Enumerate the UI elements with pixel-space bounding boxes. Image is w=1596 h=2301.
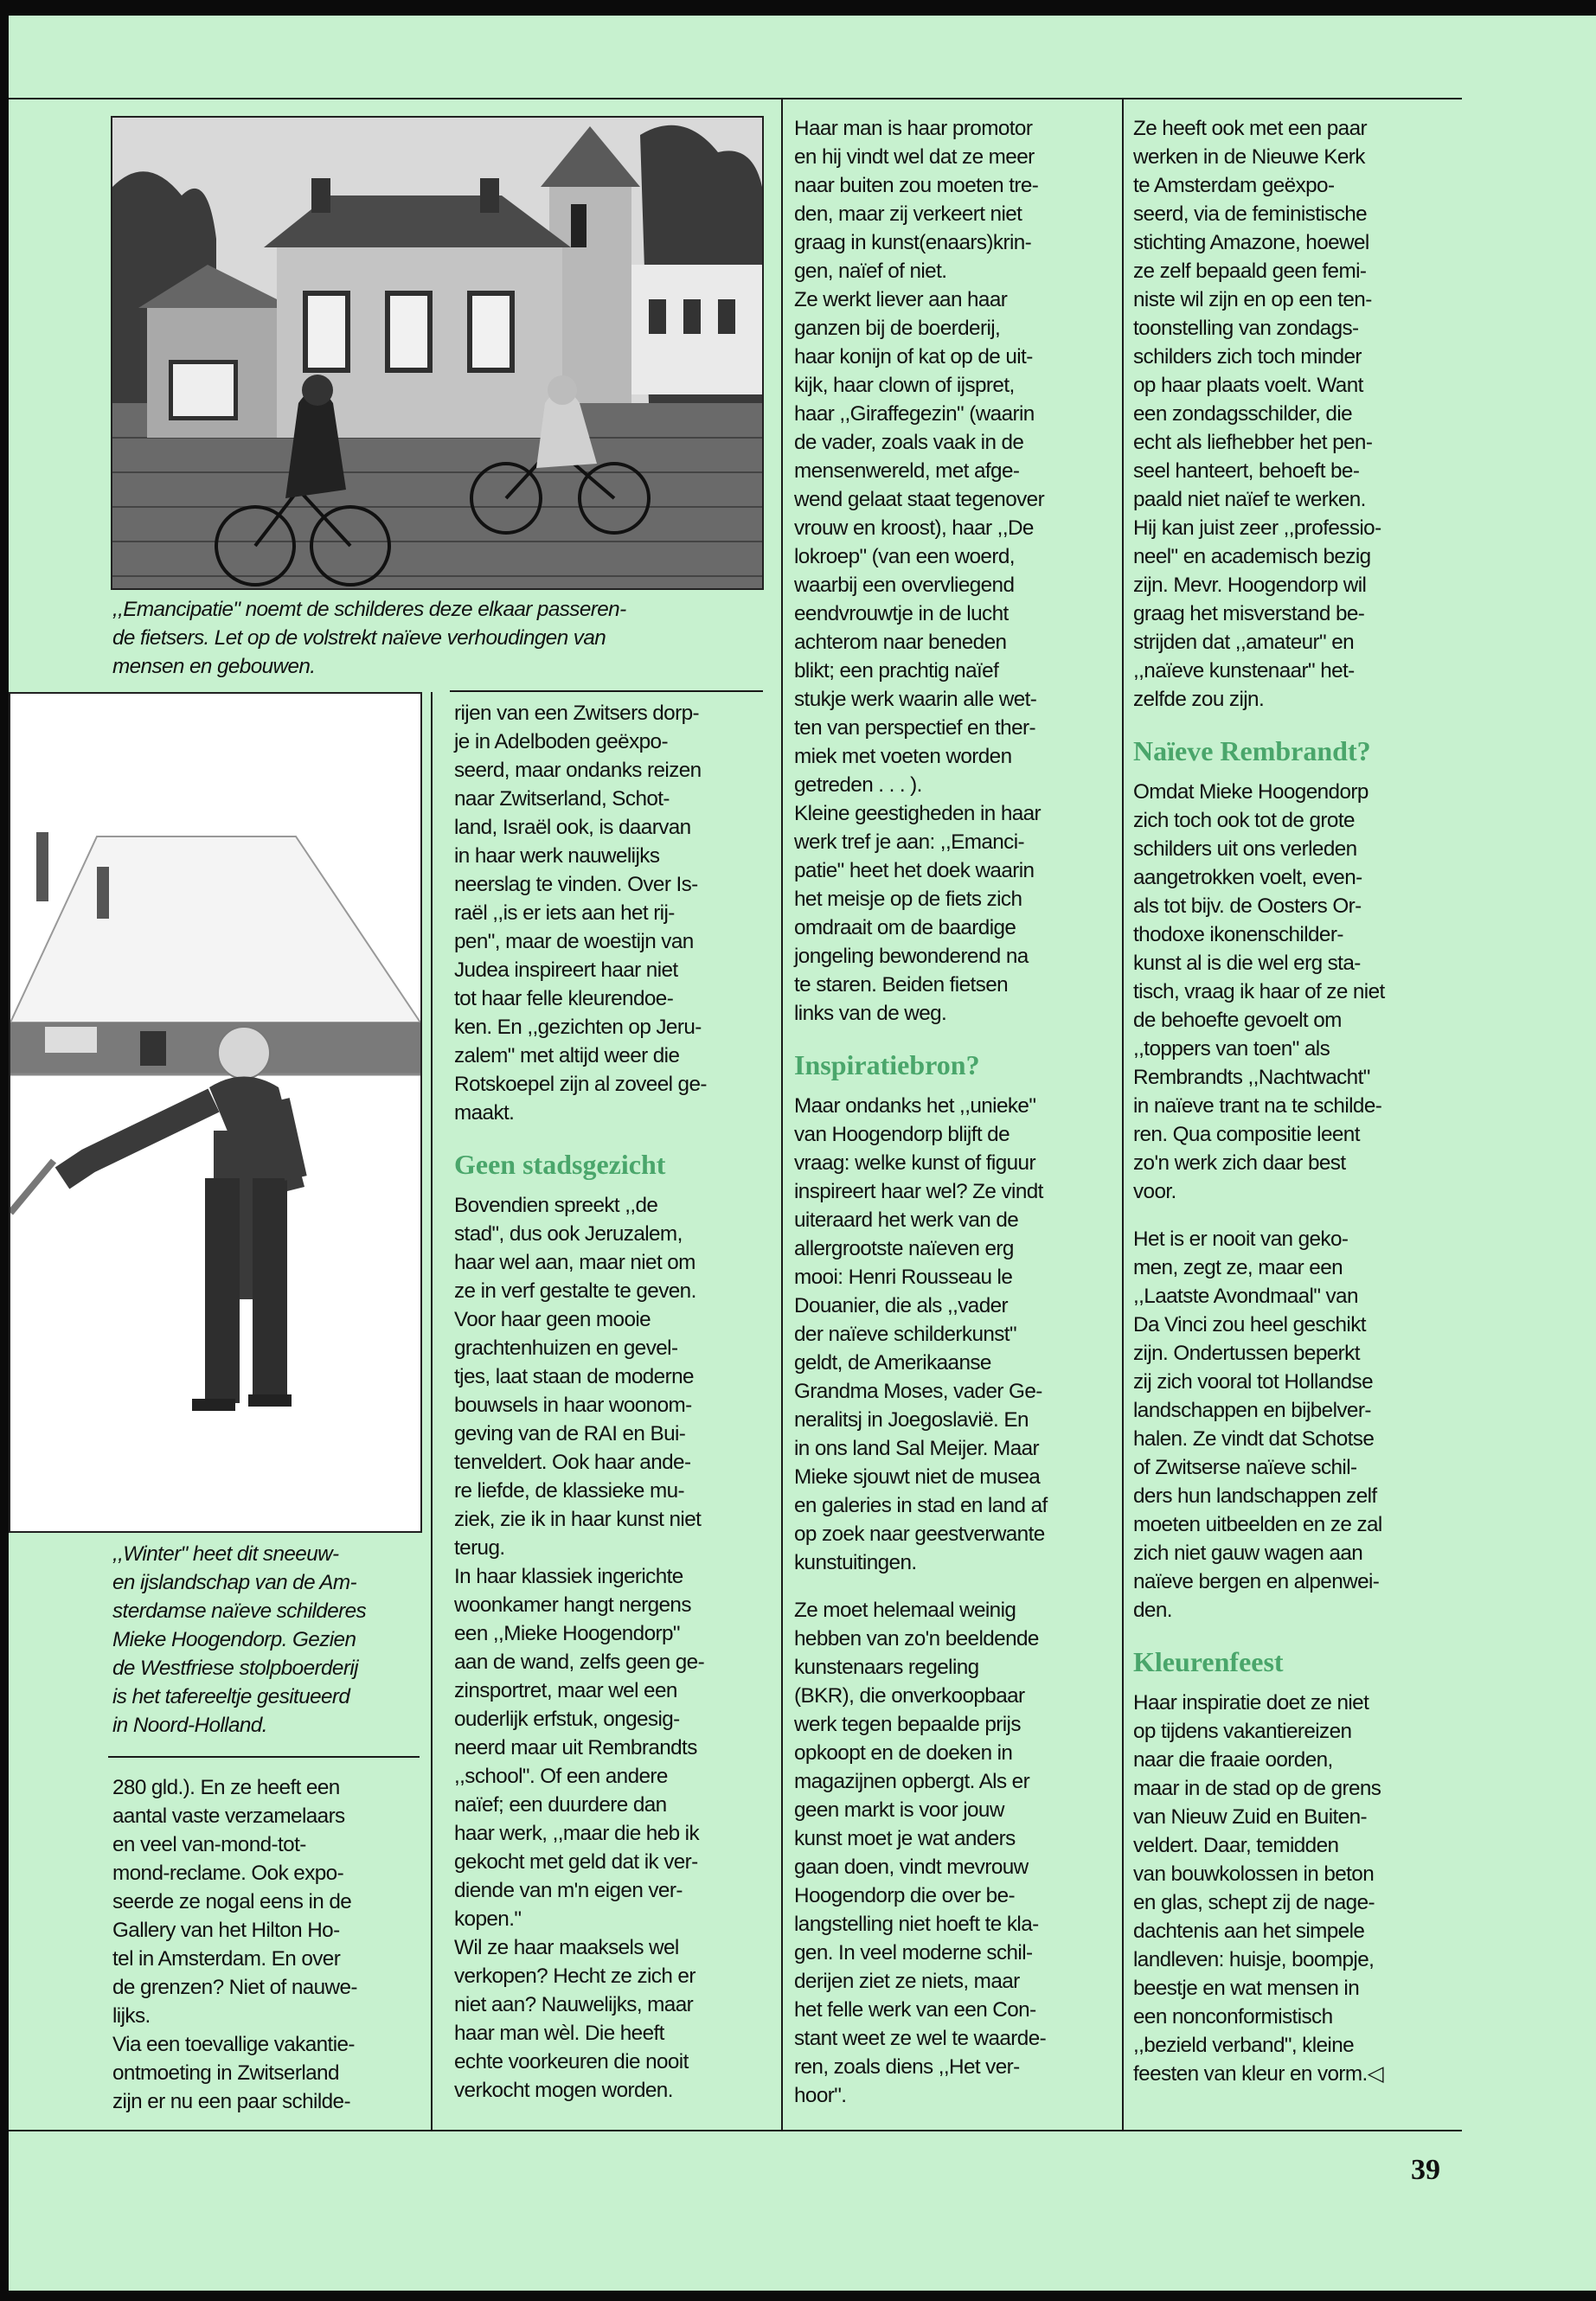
column-3 [794, 114, 1116, 2110]
column-3-text-1: Haar man is haar promotor en hij vindt wel dat ze meer naar buiten zou moeten tre- den, maar zij verkeert niet graag in kunst(enaars)krin- gen, naïef of niet. Ze werkt liever aan haar ganzen bij de boerderij, haar konijn of kat op de uit- kijk, haar clown of ijspret, haar ,,Giraffegezin" (waarin de vader, zoals vaak in de mensenwereld, met afge- wend gelaat staat tegenover vrouw en kroost), haar ,,De lokroep" (van een woerd, waarbij een overvliegend eendvrouwtje in de lucht achterom naar beneden blikt; een prachtig naïef stukje werk waarin alle wet- ten van perspectief en ther- miek met voeten worden getreden . . . ). Kleine geestigheden in haar werk tref je aan: ,,Emanci- patie" heet het doek waarin het meisje op de fiets zich omdraait om de baardige jongeling bewonderend na te staren. Beiden fietsen links van de weg. [794, 117, 1045, 1025]
column-divider-3 [781, 98, 783, 2130]
paragraph-gap [794, 1577, 1116, 1596]
winter-painting [9, 692, 422, 1533]
column-2-text-2: Bovendien spreekt ,,de stad", dus ook Jeruzalem, haar wel aan, maar niet om ze in verf gestalte te geven. Voor haar geen mooie grachtenhuizen en gevel- tjes, laat staan de moderne bouwsels in haar woonom- geving van de RAI en Bui- tenveldert. Ook haar ande- re liefde, de klassieke mu- ziek, zie ik in haar kunst niet terug. In haar klassiek ingerichte woonkamer hangt nergens een ,,Mieke Hoogendorp" aan de wand, zelfs geen ge- zinsportret, maar wel een ouderlijk erfstuk, ongesig- neerd maar uit Rembrandts ,,school". Of een andere naïef; een duurdere dan haar werk, ,,maar die heb ik gekocht met geld dat ik ver- diende van m'n eigen ver- kopen." Wil ze haar maaksels wel verkopen? Hecht ze zich er niet aan? Nauwelijks, maar haar man wèl. Die heeft echte voorkeuren die nooit verkocht mogen worden. [454, 1194, 705, 2102]
emancipatie-painting [111, 116, 764, 590]
column-1 [112, 1773, 428, 2116]
column-1-text: 280 gld.). En ze heeft een aantal vaste verzamelaars en veel van-mond-tot- mond-reclame. Ook expo- seerde ze nogal eens in de Gallery van het Hilton Ho- tel in Amsterdam. En over de grenzen? Niet of nauwe- lijks. Via een toevallige vakantie- ontmoeting in Zwitserland zijn er nu een paar schilde- [112, 1776, 357, 2113]
heading-geen-stadsgezicht: Geen stadsgezicht [454, 1149, 666, 1180]
left-border [0, 0, 9, 2301]
winter-illustration [10, 694, 420, 1531]
column-2 [454, 699, 774, 2105]
column-4-text-1: Ze heeft ook met een paar werken in de Nieuwe Kerk te Amsterdam geëxpo- seerd, via de feministische stichting Amazone, hoewel ze zelf bepaald geen femi- niste wil zijn en op een ten- toonstelling van zondags- schilders zich toch minder op haar plaats voelt. Want een zondagsschilder, die echt als liefhebber het pen- seel hanteert, behoeft be- paald niet naïef te werken. Hij kan juist zeer ,,professio- neel" en academisch bezig zijn. Mevr. Hoogendorp wil graag het misverstand be- strijden dat ,,amateur" en ,,naïeve kunstenaar" het- zelfde zou zijn. [1133, 117, 1381, 711]
column-divider-2 [431, 692, 433, 2130]
column-4-text-3: Het is er nooit van geko- men, zegt ze, maar een ,,Laatste Avondmaal" van Da Vinci zou heel geschikt zijn. Ondertussen beperkt zij zich vooral tot Hollandse landschappen en bijbelver- halen. Ze vindt dat Schotse of Zwitserse naïeve schil- ders hun landschappen zelf moeten uitbeelden en ze zal zich niet gauw wagen aan naïeve bergen en alpenwei- den. [1133, 1227, 1382, 1622]
top-rule [9, 98, 1462, 99]
column-3-text-3: Ze moet helemaal weinig hebben van zo'n beeldende kunstenaars regeling (BKR), die onverkoopbaar werk tegen bepaalde prijs opkoopt en de doeken in magazijnen opbergt. Als er geen markt is voor jouw kunst moet je wat anders gaan doen, vindt mevrouw Hoogendorp die over be- langstelling niet hoeft te kla- gen. In veel moderne schil- derijen ziet ze niets, maar het felle werk van een Con- stant weet ze wel te waarde- ren, zoals diens ,,Het ver- hoor". [794, 1599, 1047, 2107]
column-4 [1133, 114, 1462, 2088]
top-border [0, 0, 1596, 16]
column-4-text-2: Omdat Mieke Hoogendorp zich toch ook tot de grote schilders uit ons verleden aangetrokken voelt, even- als tot bijv. de Oosters Or- thodoxe ikonenschilder- kunst al is die wel erg sta- tisch, vraag ik haar of ze niet de behoefte gevoelt om ,,toppers van toen" als Rembrandts ,,Nachtwacht" in naïeve trant na te schilde- ren. Qua compositie leent zo'n werk zich daar best voor. [1133, 780, 1385, 1203]
bottom-rule [9, 2130, 1462, 2131]
column-divider-4 [1122, 98, 1124, 2130]
column-4-text-4-body: Haar inspiratie doet ze niet op tijdens vakantiereizen naar die fraaie oorden, maar in de stad op de grens van Nieuw Zuid en Buiten- veldert. Daar, temidden van bouwkolossen in beton en glas, schept zij de nage- dachtenis aan het simpele landleven: huisje, boompje, beestje en wat mensen in een nonconformistisch ,,bezield verband", kleine feesten van kleur en vorm. [1133, 1691, 1381, 2086]
column2-top-rule [450, 690, 763, 692]
heading-kleurenfeest: Kleurenfeest [1133, 1646, 1284, 1677]
heading-naieve-rembrandt: Naïeve Rembrandt? [1133, 735, 1371, 766]
column-3-text-2: Maar ondanks het ,,unieke" van Hoogendorp blijft de vraag: welke kunst of figuur inspireert haar wel? Ze vindt uiteraard het werk van de allergrootste naïeven erg mooi: Henri Rousseau le Douanier, die als ,,vader der naïeve schilderkunst" geldt, de Amerikaanse Grandma Moses, vader Ge- neralitsj in Joegoslavië. En in ons land Sal Meijer. Maar Mieke sjouwt niet de musea en galeries in stad en land af op zoek naar geestverwante kunstuitingen. [794, 1094, 1048, 1574]
end-mark-icon: ◁ [1367, 2062, 1383, 2086]
emancipatie-caption [112, 595, 787, 681]
column-4-text-4 [1133, 1689, 1462, 2088]
bottom-border [0, 2291, 1596, 2301]
heading-inspiratiebron: Inspiratiebron? [794, 1049, 980, 1080]
caption-rule-winter [108, 1756, 420, 1758]
emancipatie-illustration [112, 118, 762, 588]
column-2-text-1: rijen van een Zwitsers dorp- je in Adelboden geëxpo- seerd, maar ondanks reizen naar Zwitserland, Schot- land, Israël ook, is daarvan in haar werk nauwelijks neerslag te vinden. Over Is- raël ,,is er iets aan het rij- pen", maar de woestijn van Judea inspireert haar niet tot haar felle kleurendoe- ken. En ,,gezichten op Jeru- zalem" met altijd weer die Rotskoepel zijn al zoveel ge- maakt. [454, 702, 707, 1125]
winter-caption [112, 1540, 433, 1740]
paragraph-gap [1133, 1206, 1462, 1225]
emancipatie-caption-text: ,,Emancipatie" noemt de schilderes deze elkaar passeren- de fietsers. Let op de volstrekt naïeve verhoudingen van mensen en gebouwen. [112, 598, 626, 678]
page-number: 39 [1411, 2154, 1440, 2186]
winter-caption-text: ,,Winter" heet dit sneeuw- en ijslandschap van de Am- sterdamse naïeve schilderes Mieke Hoogendorp. Gezien de Westfriese stolpboerderij is het tafereeltje gesitueerd in Noord-Holland. [112, 1542, 367, 1737]
